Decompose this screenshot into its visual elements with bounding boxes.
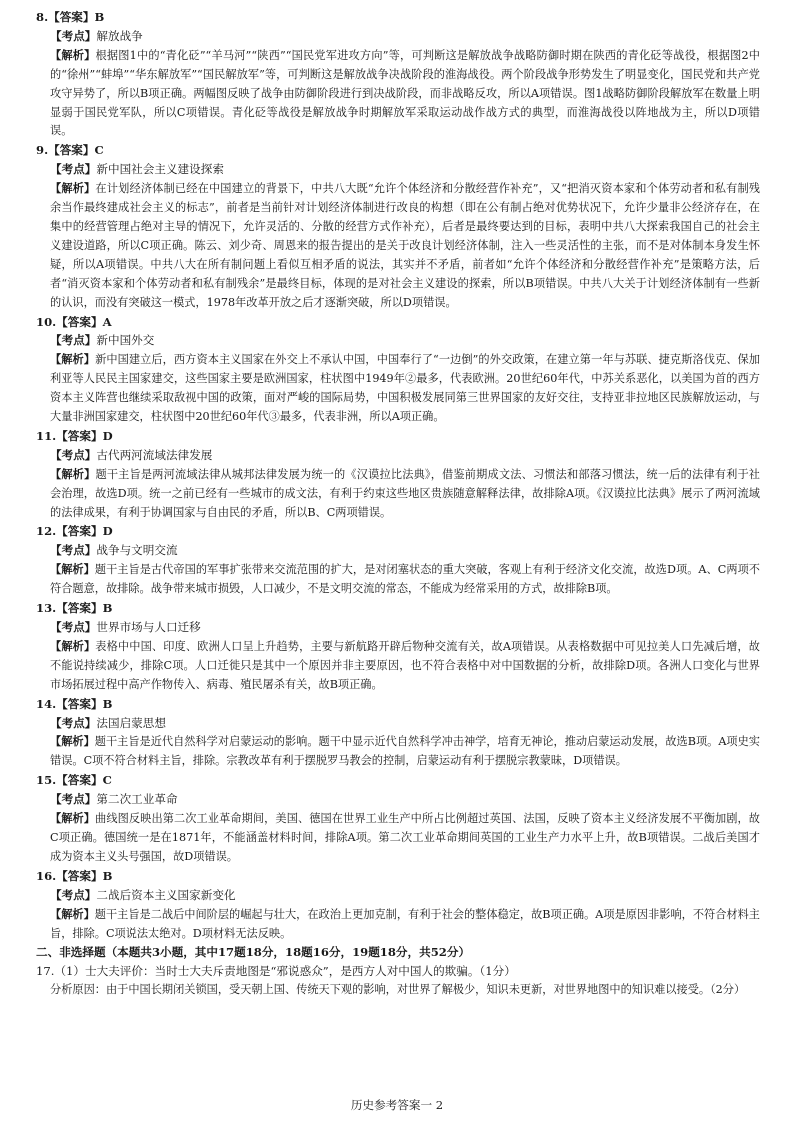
point-text: 古代两河流域法律发展 bbox=[96, 447, 213, 462]
answer-value: A bbox=[102, 314, 112, 329]
answer-tag: 【答案】 bbox=[56, 773, 103, 788]
question-8 bbox=[36, 8, 760, 141]
analysis-tag: 【解析】 bbox=[50, 352, 96, 367]
answer-tag: 【答案】 bbox=[56, 696, 103, 711]
question-number: 9. bbox=[36, 143, 49, 158]
q17-evaluation: 17.（1）士大夫评价：当时士大夫斥责地图是“邪说惑众”，是西方人对中国人的欺骗。（1分） bbox=[36, 964, 516, 979]
point-text: 解放战争 bbox=[96, 28, 143, 43]
analysis-text: 在计划经济体制已经在中国建立的背景下，中共八大既“允许个体经济和分散经营作补充”，又“把消灭资本家和个体劳动者和私有制残余当作最终建成社会主义的标志”，前者是当前针对计划经济体制进行改良的构想（即在公有制占绝对优势状况下，允许少量非公经济存在，在集中的经营管理占绝对主导的情况下，允许灵活的、分散的经营方式作补充），后者是最终要达到的目标，表明中共八大探索我国自己的社会主义建设道路，所以C项正确。陈云、刘少奇、周恩来的报告提出的是关于改良计划经济体制，注入一些灵活性的主张，而不是对体制本身发生怀疑，所以A项错误。中共八大在所有制问题上看似互相矛盾的说法，其实并不矛盾，前者如“允许个体经济和分散经营作补充”是策略方法，后者“消灭资本家和个体劳动者和私有制残余”是最终目标，体现的是对社会主义建设的探索，所以B项错误。中共八大关于计划经济体制有一些新的认识，而没有突破这一模式，1978年改革开放之后才逐渐突破，所以D项错误。 bbox=[50, 182, 760, 309]
answer-page bbox=[36, 8, 760, 1000]
question-11 bbox=[36, 427, 760, 523]
question-12 bbox=[36, 522, 760, 599]
question-15 bbox=[36, 771, 760, 867]
analysis-text: 表格中中国、印度、欧洲人口呈上升趋势，主要与新航路开辟后物种交流有关，故A项错误。从表格数据中可见拉美人口先减后增，故不能说持续减少，排除C项。人口迁徙只是其中一个原因并非主要原因，也不符合表格中对中国数据的分析，故排除D项。各洲人口变化与世界市场拓展过程中高产作物传入、病毒、殖民屠杀有关，故B项正确。 bbox=[50, 639, 760, 691]
analysis-text: 题干主旨是二战后中间阶层的崛起与壮大，在政治上更加克制，有利于社会的整体稳定，故B项正确。A项是原因非影响，不符合材料主旨，排除。C项说法太绝对。D项材料无法反映。 bbox=[50, 907, 760, 940]
question-number: 15. bbox=[36, 773, 57, 788]
answer-value: D bbox=[102, 428, 113, 443]
question-number: 12. bbox=[36, 524, 57, 539]
answer-value: C bbox=[94, 143, 104, 158]
point-tag: 【考点】 bbox=[50, 620, 97, 634]
answer-value: B bbox=[102, 696, 113, 711]
point-text: 二战后资本主义国家新变化 bbox=[96, 887, 236, 902]
question-number: 13. bbox=[36, 601, 57, 616]
point-tag: 【考点】 bbox=[50, 333, 97, 348]
analysis-tag: 【解析】 bbox=[50, 638, 96, 653]
question-number: 11. bbox=[36, 428, 57, 443]
analysis-tag: 【解析】 bbox=[50, 466, 96, 481]
point-tag: 【考点】 bbox=[50, 792, 97, 807]
analysis-text: 题干主旨是近代自然科学对启蒙运动的影响。题干中显示近代自然科学冲击神学，培育无神论，推动启蒙运动发展，故选B项。A项史实错误。C项不符合材料主旨，排除。宗教改革有利于摆脱罗马教会的控制，启蒙运动有利于摆脱宗教蒙昧，D项错误。 bbox=[50, 735, 760, 768]
answer-tag: 【答案】 bbox=[56, 601, 103, 616]
analysis-tag: 【解析】 bbox=[50, 181, 96, 196]
question-9 bbox=[36, 141, 760, 312]
answer-tag: 【答案】 bbox=[56, 524, 103, 539]
answer-value: B bbox=[102, 868, 113, 883]
analysis-text: 题干主旨是两河流域法律从城邦法律发展为统一的《汉谟拉比法典》，借鉴前期成文法、习惯法和部落习惯法，统一后的法律有利于社会治理，故选D项。统一之前已经有一些城市的成文法，有利于约束这些地区贵族随意解释法律，故排除A项。《汉谟拉比法典》展示了两河流域的法律成果，有利于协调国家与自由民的矛盾，所以B、C两项错误。 bbox=[50, 467, 760, 519]
analysis-tag: 【解析】 bbox=[50, 734, 95, 749]
question-number: 14. bbox=[36, 696, 57, 711]
answer-tag: 【答案】 bbox=[48, 10, 95, 24]
answer-value: B bbox=[102, 601, 113, 616]
answer-tag: 【答案】 bbox=[56, 314, 103, 329]
point-tag: 【考点】 bbox=[50, 28, 97, 43]
answer-tag: 【答案】 bbox=[56, 868, 103, 883]
answer-tag: 【答案】 bbox=[56, 428, 103, 443]
section-heading: 二、非选择题（本题共3小题，其中17题18分，18题16分，19题18分，共52分） bbox=[36, 945, 471, 960]
point-text: 战争与文明交流 bbox=[96, 543, 178, 558]
question-13 bbox=[36, 599, 760, 695]
analysis-text: 题干主旨是古代帝国的军事扩张带来交流范围的扩大，是对闭塞状态的重大突破，客观上有利于经济文化交流，故选D项。A、C两项不符合题意，故排除。战争带来城市损毁，人口减少，不是文明交流的常态，不能成为经常采用的方式，故排除B项。 bbox=[50, 563, 760, 596]
analysis-tag: 【解析】 bbox=[50, 47, 96, 62]
point-tag: 【考点】 bbox=[50, 887, 97, 902]
analysis-tag: 【解析】 bbox=[50, 562, 95, 577]
point-text: 世界市场与人口迁移 bbox=[96, 620, 201, 634]
answer-value: D bbox=[102, 524, 113, 539]
point-tag: 【考点】 bbox=[50, 543, 97, 558]
point-tag: 【考点】 bbox=[50, 162, 97, 177]
page-footer: 历史参考答案一 2 bbox=[350, 1098, 444, 1112]
point-text: 第二次工业革命 bbox=[96, 792, 178, 807]
question-number: 16. bbox=[36, 868, 57, 883]
question-10 bbox=[36, 313, 760, 427]
analysis-text: 曲线图反映出第二次工业革命期间，美国、德国在世界工业生产中所占比例超过英国、法国，反映了资本主义经济发展不平衡加剧，故C项正确。德国统一是在1871年，不能涵盖材料时间，排除A项。第二次工业革命期间英国的工业生产力水平上升，故B项错误。二战后美国才成为资本主义头号强国，故D项错误。 bbox=[50, 812, 760, 863]
analysis-text: 根据图1中的“青化砭”“羊马河”“陕西”“国民党军进攻方向”等，可判断这是解放战争战略防御时期在陕西的青化砭等战役，根据图2中的“徐州”“蚌埠”“华东解放军”“国民解放军”等，可判断这是解放战争决战阶段的淮海战役。两个阶段战争形势发生了明显变化，国民党和共产党攻守异势了，所以B项正确。两幅图反映了战争由防御阶段进行到决战阶段，而非战略反攻，所以A项错误。图1战略防御阶段解放军在数量上明显弱于国民党军队，所以C项错误。青化砭等战役是解放战争时期解放军采取运动战作战方式的典型，而淮海战役以阵地战为主，所以D项错误。 bbox=[50, 48, 760, 138]
answer-tag: 【答案】 bbox=[48, 143, 95, 158]
analysis-tag: 【解析】 bbox=[50, 811, 96, 826]
question-number: 10. bbox=[36, 314, 57, 329]
question-number: 8. bbox=[36, 10, 49, 24]
point-tag: 【考点】 bbox=[50, 447, 97, 462]
answer-value: C bbox=[102, 773, 112, 788]
point-text: 新中国外交 bbox=[96, 333, 155, 348]
point-tag: 【考点】 bbox=[50, 715, 97, 730]
point-text: 法国启蒙思想 bbox=[96, 715, 166, 730]
answer-value: B bbox=[94, 10, 105, 24]
q17-reason: 分析原因：由于中国长期闭关锁国，受天朝上国、传统天下观的影响，对世界了解极少，知识未更新，对世界地图中的知识难以接受。（2分） bbox=[50, 983, 746, 997]
question-14 bbox=[36, 695, 760, 772]
point-text: 新中国社会主义建设探索 bbox=[96, 162, 224, 177]
analysis-tag: 【解析】 bbox=[50, 906, 95, 921]
question-16 bbox=[36, 867, 760, 944]
analysis-text: 新中国建立后，西方资本主义国家在外交上不承认中国，中国奉行了“一边倒”的外交政策，在建立第一年与苏联、捷克斯洛伐克、保加利亚等人民民主国家建交，这些国家主要是欧洲国家，柱状图中1949年②最多，代表欧洲。20世纪60年代，中苏关系恶化，以美国为首的西方资本主义阵营也继续采取敌视中国的政策，面对严峻的国际局势，中国积极发展同第三世界国家的友好交往，支持亚非拉地区民族解放运动，与大量非洲国家建交，柱状图中20世纪60年代③最多，代表非洲，所以A项正确。 bbox=[50, 353, 760, 424]
